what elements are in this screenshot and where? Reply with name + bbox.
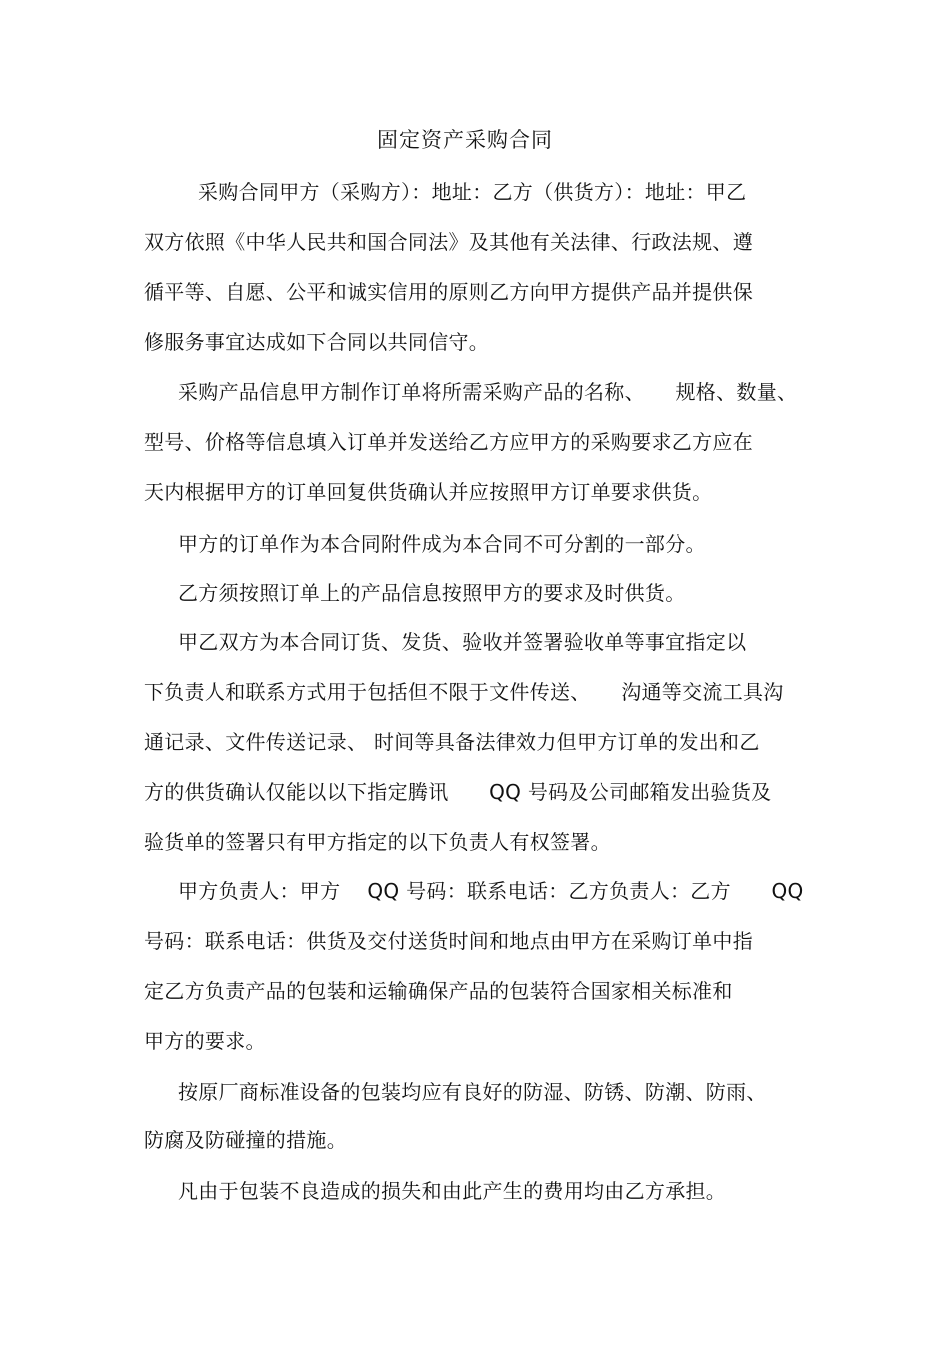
- paragraph-line: 甲乙双方为本合同订货、发货、验收并签署验收单等事宜指定以: [178, 630, 747, 654]
- paragraph-line: 型号、价格等信息填入订单并发送给乙方应甲方的采购要求乙方应在: [144, 430, 753, 454]
- paragraph-line: 采购合同甲方（采购方）：地址：乙方（供货方）：地址：甲乙: [198, 180, 747, 204]
- paragraph-line: 甲方的要求。: [144, 1029, 266, 1053]
- paragraph-line: 天内根据甲方的订单回复供货确认并应按照甲方订单要求供货。: [144, 480, 713, 504]
- paragraph-line: 下负责人和联系方式用于包括但不限于文件传送、 沟通等交流工具沟: [144, 680, 784, 704]
- paragraph-line: 甲方的订单作为本合同附件成为本合同不可分割的一部分。: [178, 532, 706, 556]
- paragraph-line: 凡由于包装不良造成的损失和由此产生的费用均由乙方承担。: [178, 1179, 727, 1203]
- paragraph-line: 按原厂商标准设备的包装均应有良好的防湿、防锈、防潮、防雨、: [178, 1080, 767, 1104]
- paragraph-line: 方的供货确认仅能以以下指定腾讯 QQ 号码及公司邮箱发出验货及: [144, 780, 772, 804]
- paragraph-line: 循平等、自愿、公平和诚实信用的原则乙方向甲方提供产品并提供保: [144, 280, 753, 304]
- paragraph-line: 号码：联系电话：供货及交付送货时间和地点由甲方在采购订单中指: [144, 929, 753, 953]
- paragraph-line: 防腐及防碰撞的措施。: [144, 1128, 347, 1152]
- paragraph-line: 采购产品信息甲方制作订单将所需采购产品的名称、 规格、数量、: [178, 380, 798, 404]
- paragraph-line: 双方依照《中华人民共和国合同法》及其他有关法律、行政法规、遵: [144, 230, 753, 254]
- paragraph-line: 定乙方负责产品的包装和运输确保产品的包装符合国家相关标准和: [144, 979, 733, 1003]
- paragraph-line: 乙方须按照订单上的产品信息按照甲方的要求及时供货。: [178, 581, 686, 605]
- paragraph-line: 验货单的签署只有甲方指定的以下负责人有权签署。: [144, 830, 611, 854]
- document-title: 固定资产采购合同: [377, 128, 553, 152]
- paragraph-line: 通记录、文件传送记录、 时间等具备法律效力但甲方订单的发出和乙: [144, 730, 760, 754]
- paragraph-line: 修服务事宜达成如下合同以共同信守。: [144, 330, 490, 354]
- paragraph-line: 甲方负责人：甲方 QQ 号码：联系电话：乙方负责人：乙方 QQ: [178, 879, 804, 903]
